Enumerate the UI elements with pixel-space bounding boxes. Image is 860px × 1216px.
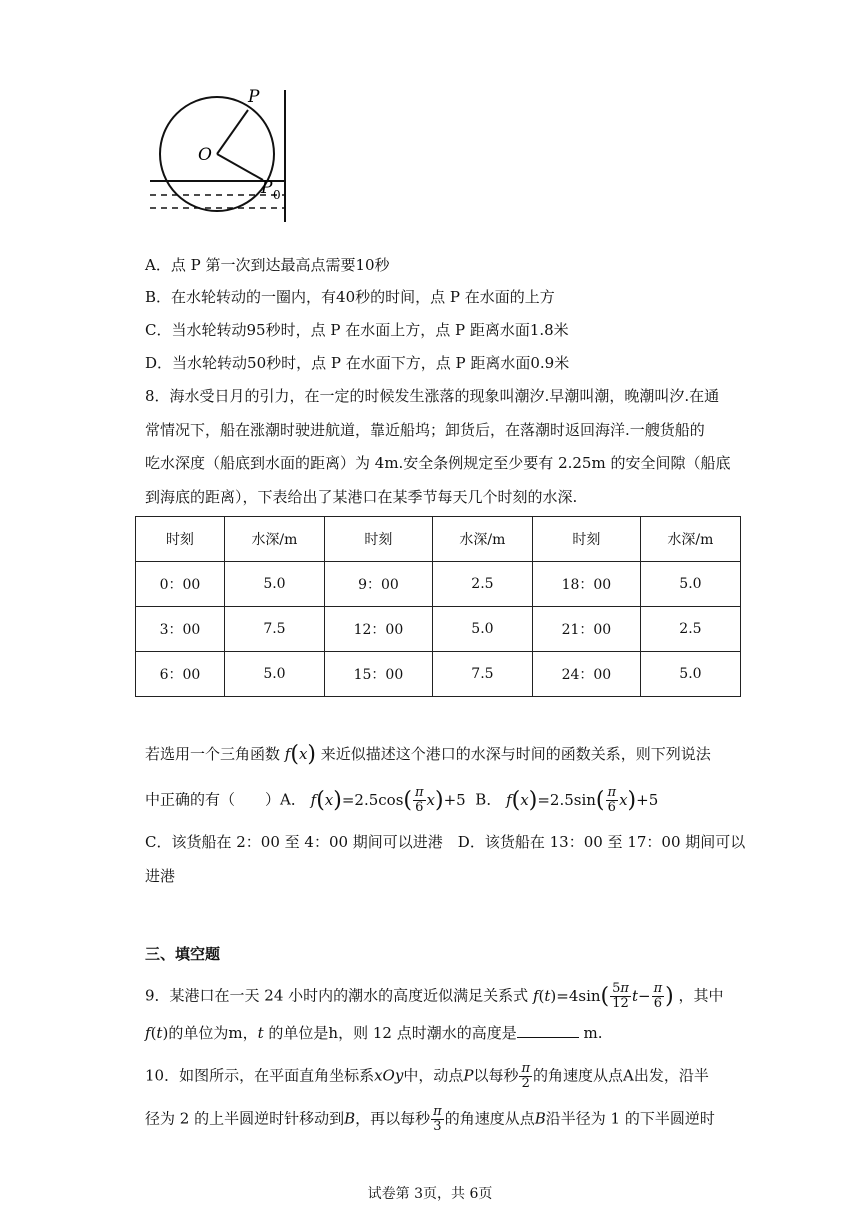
point-p-label: P [248,87,260,107]
q7-option-b: B．在水轮转动的一圈内，有40秒的时间，点 P 在水面的上方 [145,288,555,306]
table-cell: 7.5 [224,607,324,652]
q8-after-line-1: 若选用一个三角函数 f(x) 来近似描述这个港口的水深与时间的函数关系，则下列说法 [145,742,711,767]
q8-line-3: 吃水深度（船底到水面的距离）为 4m.安全条例规定至少要有 2.25m 的安全间隙（船底 [145,454,731,472]
table-cell: 5.0 [640,652,740,697]
table-cell: 5.0 [640,562,740,607]
table-header-cell: 水深/m [224,517,324,562]
q10-line-1: 10．如图所示，在平面直角坐标系xOy中，动点P以每秒 $\frac{\pi}{2}$ 的角速度从点A出发，沿半 [145,1061,709,1091]
tide-depth-table [135,516,741,697]
table-header-cell: 时刻 [325,517,433,562]
table-cell: 24：00 [532,652,640,697]
option-a-formula: f(x)=2.5cos( $\frac{\pi}{6}$ x)+5 [310,785,466,815]
table-cell: 7.5 [432,652,532,697]
table-cell: 12：00 [325,607,433,652]
table-cell: 5.0 [432,607,532,652]
table-row [136,562,741,607]
point-p0-subscript: 0 [273,188,281,202]
table-header-cell: 水深/m [432,517,532,562]
q8-after-line-4: 进港 [145,867,176,885]
q8-line-2: 常情况下，船在涨潮时驶进航道，靠近船坞；卸货后，在落潮时返回海洋.一艘货船的 [145,421,705,439]
table-cell: 18：00 [532,562,640,607]
section-heading-fill-blank: 三、填空题 [145,945,221,963]
q9-line-1: 9．某港口在一天 24 小时内的潮水的高度近似满足关系式 f(t)=4sin( $\frac{5\pi}{12}$ t− $\frac{\pi}{6}$ ) ，其中 [145,981,724,1011]
q8-after-line-3: C．该货船在 2：00 至 4：00 期间可以进港 D．该货船在 13：00 至 17：00 期间可以 [145,833,746,851]
table-header-row [136,517,741,562]
q7-option-c: C．当水轮转动95秒时，点 P 在水面上方，点 P 距离水面1.8米 [145,321,569,339]
q8-after-line-2: 中正确的有（ ）A． f(x)=2.5cos( $\frac{\pi}{6}$ x)+5 B． f(x)=2.5sin( $\frac{\pi}{6}$ x)+5 [145,785,659,815]
table-cell: 15：00 [325,652,433,697]
q7-option-d: D．当水轮转动50秒时，点 P 在水面下方，点 P 距离水面0.9米 [145,354,570,372]
table-header-cell: 时刻 [136,517,225,562]
water-wheel-figure [140,82,300,222]
table-cell: 6：00 [136,652,225,697]
q9-line-2: f(t)的单位为m，t 的单位是h，则 12 点时潮水的高度是 m. [145,1021,602,1044]
point-p0-label: P [261,178,273,198]
table-cell: 21：00 [532,607,640,652]
tide-formula: f(t)=4sin( $\frac{5\pi}{12}$ t− $\frac{\pi}{6}$ ) [532,981,674,1011]
q10-line-2: 径为 2 的上半圆逆时针移动到B，再以每秒 $\frac{\pi}{3}$ 的角速度从点B沿半径为 1 的下半圆逆时 [145,1104,715,1134]
answer-blank [517,1021,579,1038]
table-header-cell: 时刻 [532,517,640,562]
table-cell: 2.5 [432,562,532,607]
q7-option-a: A．点 P 第一次到达最高点需要10秒 [145,256,390,274]
table-cell: 0：00 [136,562,225,607]
table-cell: 9：00 [325,562,433,607]
center-o-label: O [198,145,212,165]
table-row [136,607,741,652]
table-cell: 5.0 [224,562,324,607]
table-cell: 3：00 [136,607,225,652]
option-b-formula: f(x)=2.5sin( $\frac{\pi}{6}$ x)+5 [506,785,659,815]
q8-line-4: 到海底的距离），下表给出了某港口在某季节每天几个时刻的水深. [145,488,578,506]
page-footer: 试卷第 3页，共 6页 [367,1186,493,1202]
table-cell: 5.0 [224,652,324,697]
table-cell: 2.5 [640,607,740,652]
table-row [136,652,741,697]
table-header-cell: 水深/m [640,517,740,562]
q8-line-1: 8．海水受日月的引力，在一定的时候发生涨落的现象叫潮汐.早潮叫潮，晚潮叫汐.在通 [145,387,720,405]
